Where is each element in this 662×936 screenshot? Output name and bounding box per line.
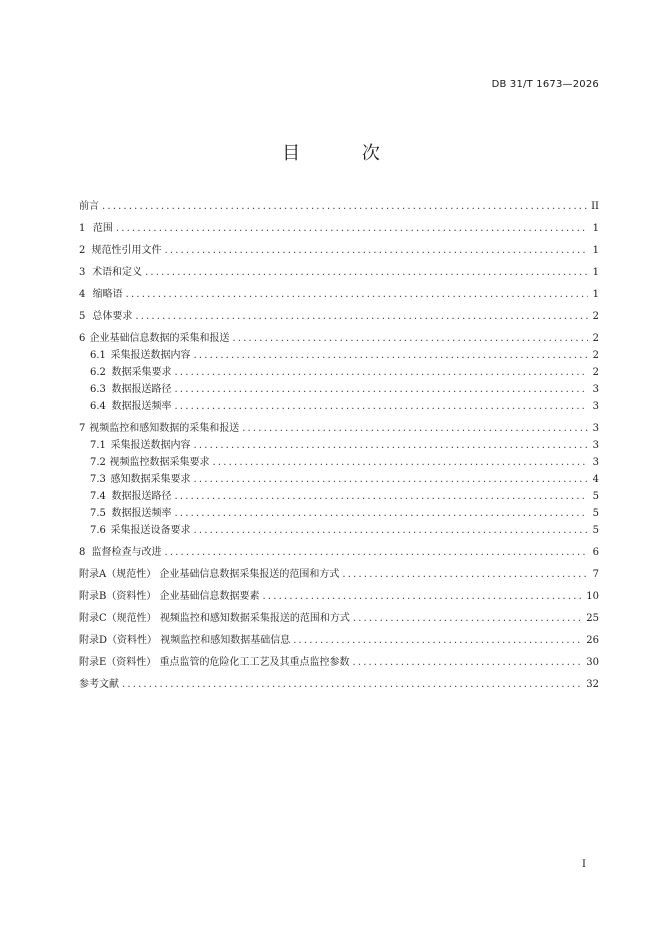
toc-entry[interactable] xyxy=(79,222,599,236)
toc-entry[interactable] xyxy=(79,590,599,604)
toc-entry-page: 1 xyxy=(592,267,599,278)
table-of-contents xyxy=(79,200,599,692)
toc-entry-label: 感知数据采集要求 xyxy=(110,474,191,485)
toc-entry-label: 前言 xyxy=(79,201,99,212)
toc-entry-number: 6.2 xyxy=(90,367,106,378)
toc-entry-label: 范围 xyxy=(92,223,113,234)
toc-entry[interactable] xyxy=(79,244,599,258)
toc-entry[interactable] xyxy=(79,507,599,521)
toc-entry-label: 附录B（资料性） 企业基础信息数据要素 xyxy=(79,591,260,602)
toc-entry[interactable] xyxy=(79,473,599,487)
toc-entry[interactable] xyxy=(79,266,599,280)
toc-entry[interactable] xyxy=(79,200,599,214)
toc-entry-label: 附录D（资料性） 视频监控和感知数据基础信息 xyxy=(79,635,291,646)
toc-entry-page: 1 xyxy=(592,245,599,256)
toc-entry-label: 采集报送数据内容 xyxy=(110,350,191,361)
toc-entry-page: 1 xyxy=(592,289,599,300)
toc-entry[interactable] xyxy=(79,400,599,414)
toc-entry-page: 2 xyxy=(592,311,599,322)
toc-entry-label: 企业基础信息数据的采集和报送 xyxy=(89,333,230,344)
dot-leader xyxy=(175,507,588,521)
dot-leader xyxy=(164,244,588,258)
toc-entry[interactable] xyxy=(79,310,599,324)
toc-entry[interactable] xyxy=(79,568,599,582)
document-code: DB 31/T 1673—2026 xyxy=(491,79,599,90)
dot-leader xyxy=(175,400,588,414)
toc-entry[interactable] xyxy=(79,656,599,670)
toc-entry-page: 2 xyxy=(592,367,599,378)
toc-entry[interactable] xyxy=(79,439,599,453)
toc-entry[interactable] xyxy=(79,634,599,648)
toc-entry-page: 2 xyxy=(592,350,599,361)
toc-entry[interactable] xyxy=(79,456,599,470)
toc-entry-label: 采集报送设备要求 xyxy=(110,525,191,536)
dot-leader xyxy=(213,456,588,470)
toc-entry-number: 7.4 xyxy=(90,491,106,502)
dot-leader xyxy=(116,222,588,236)
page-number: I xyxy=(582,859,586,870)
page-title: 目 次 xyxy=(282,143,408,164)
toc-entry-page: 5 xyxy=(592,491,599,502)
toc-entry-label: 缩略语 xyxy=(92,289,123,300)
toc-entry-number: 7.2 xyxy=(90,457,106,468)
toc-entry-number: 7.5 xyxy=(90,508,106,519)
toc-entry-label: 视频监控和感知数据的采集和报送 xyxy=(89,423,240,434)
toc-entry-label: 数据采集要求 xyxy=(111,367,172,378)
toc-entry-page: 3 xyxy=(592,401,599,412)
toc-entry-number: 6.1 xyxy=(90,350,106,361)
toc-entry-page: 25 xyxy=(586,613,599,624)
toc-entry-label: 参考文献 xyxy=(79,679,119,690)
toc-entry[interactable] xyxy=(79,490,599,504)
toc-entry[interactable] xyxy=(79,366,599,380)
toc-entry-number: 6.4 xyxy=(90,401,106,412)
dot-leader xyxy=(102,200,588,214)
toc-entry-label: 附录C（规范性） 视频监控和感知数据采集报送的范围和方式 xyxy=(79,613,350,624)
toc-entry-label: 监督检查与改进 xyxy=(91,547,162,558)
toc-entry[interactable] xyxy=(79,332,599,346)
toc-entry-label: 数据报送频率 xyxy=(111,508,172,519)
dot-leader xyxy=(126,288,588,302)
toc-entry-number: 7.3 xyxy=(90,474,106,485)
dot-leader xyxy=(353,612,583,626)
toc-entry-page: 32 xyxy=(586,679,599,690)
dot-leader xyxy=(145,266,588,280)
toc-entry-number: 1 xyxy=(79,223,86,234)
toc-entry-label: 总体要求 xyxy=(92,311,133,322)
toc-entry-page: 4 xyxy=(592,474,599,485)
toc-entry-page: 10 xyxy=(586,591,599,602)
toc-entry-number: 7.1 xyxy=(90,440,106,451)
toc-entry[interactable] xyxy=(79,383,599,397)
toc-entry[interactable] xyxy=(79,288,599,302)
toc-entry-number: 8 xyxy=(79,547,86,558)
dot-leader xyxy=(232,332,588,346)
toc-entry-page: 26 xyxy=(586,635,599,646)
toc-entry-page: 7 xyxy=(592,569,599,580)
dot-leader xyxy=(194,349,588,363)
toc-entry-number: 6.3 xyxy=(90,384,106,395)
dot-leader xyxy=(135,310,588,324)
dot-leader xyxy=(293,634,583,648)
toc-entry-number: 2 xyxy=(79,245,86,256)
dot-leader xyxy=(352,656,583,670)
dot-leader xyxy=(175,383,588,397)
toc-entry-page: 3 xyxy=(592,423,599,434)
dot-leader xyxy=(175,490,588,504)
dot-leader xyxy=(164,546,588,560)
toc-entry[interactable] xyxy=(79,349,599,363)
toc-entry-label: 附录E（资料性） 重点监管的危险化工工艺及其重点监控参数 xyxy=(79,657,350,668)
toc-entry[interactable] xyxy=(79,546,599,560)
toc-entry-page: 6 xyxy=(592,547,599,558)
dot-leader xyxy=(242,422,588,436)
toc-entry-label: 采集报送数据内容 xyxy=(110,440,191,451)
toc-entry-page: 3 xyxy=(592,440,599,451)
toc-entry[interactable] xyxy=(79,422,599,436)
toc-entry-page: 3 xyxy=(592,384,599,395)
toc-entry-label: 视频监控数据采集要求 xyxy=(109,457,210,468)
dot-leader xyxy=(263,590,584,604)
toc-entry-number: 7.6 xyxy=(90,525,106,536)
toc-entry-number: 4 xyxy=(79,289,86,300)
toc-entry[interactable] xyxy=(79,678,599,692)
toc-entry-label: 附录A（规范性） 企业基础信息数据采集报送的范围和方式 xyxy=(79,569,340,580)
toc-entry-page: 5 xyxy=(592,508,599,519)
toc-entry-page: 2 xyxy=(592,333,599,344)
dot-leader xyxy=(194,473,588,487)
toc-entry-number: 3 xyxy=(79,267,86,278)
dot-leader xyxy=(194,439,588,453)
toc-entry-page: 3 xyxy=(592,457,599,468)
toc-entry-page: 1 xyxy=(592,223,599,234)
toc-entry-label: 数据报送频率 xyxy=(111,401,172,412)
toc-entry-page: 30 xyxy=(586,657,599,668)
toc-entry-label: 术语和定义 xyxy=(92,267,143,278)
dot-leader xyxy=(194,524,588,538)
dot-leader xyxy=(342,568,588,582)
toc-entry-number: 7 xyxy=(79,423,86,434)
toc-entry[interactable] xyxy=(79,612,599,626)
toc-entry-page: II xyxy=(591,201,599,212)
toc-entry-label: 规范性引用文件 xyxy=(91,245,162,256)
toc-entry-number: 6 xyxy=(79,333,86,344)
toc-entry-label: 数据报送路径 xyxy=(111,491,172,502)
toc-entry-page: 5 xyxy=(592,525,599,536)
toc-entry-number: 5 xyxy=(79,311,86,322)
dot-leader xyxy=(122,678,583,692)
dot-leader xyxy=(175,366,588,380)
toc-entry[interactable] xyxy=(79,524,599,538)
toc-entry-label: 数据报送路径 xyxy=(111,384,172,395)
